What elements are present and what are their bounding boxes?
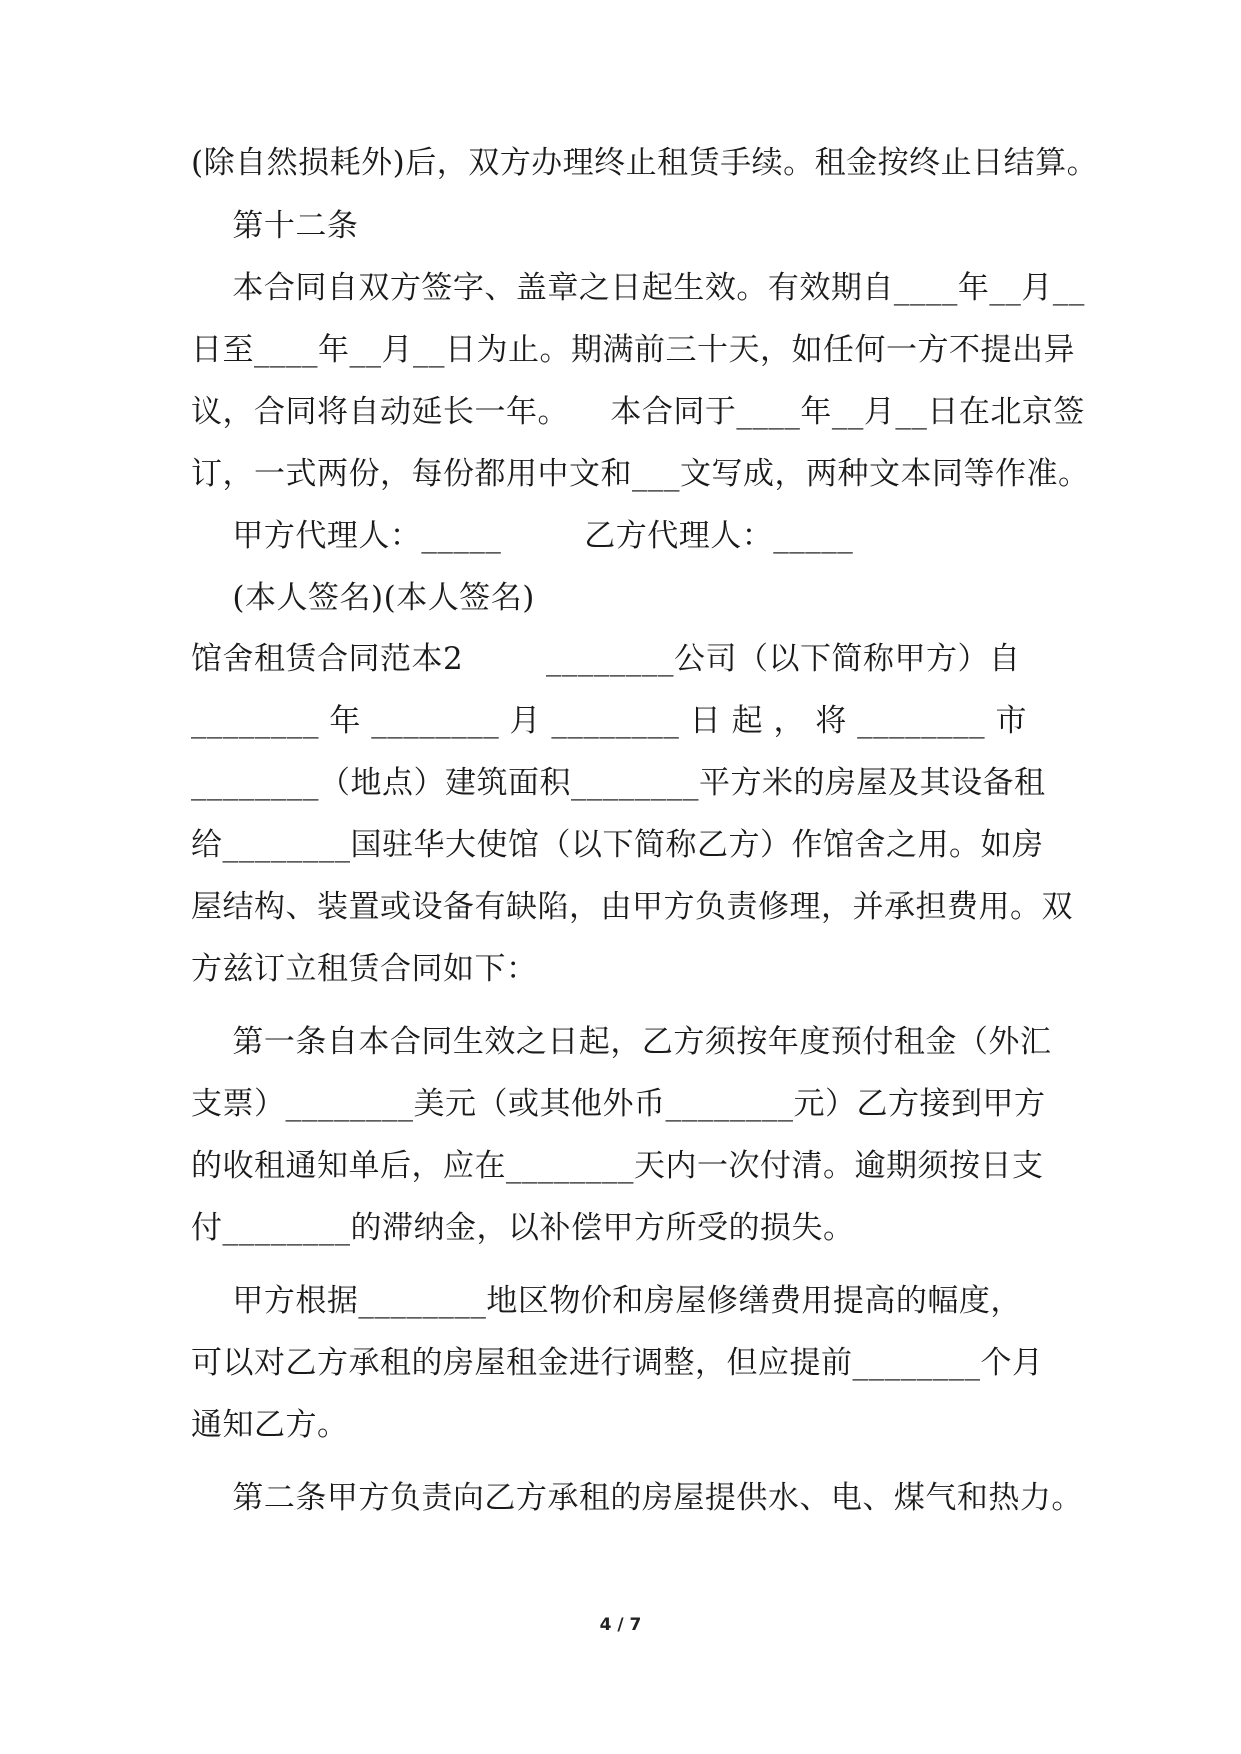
text-line: 日至____年__月__日为止。期满前三十天，如任何一方不提出异 bbox=[191, 332, 1075, 368]
text-line: 可以对乙方承租的房屋租金进行调整，但应提前________个月 bbox=[191, 1345, 1044, 1381]
text-line: 屋结构、装置或设备有缺陷，由甲方负责修理，并承担费用。双 bbox=[191, 889, 1073, 925]
text-line: 付________的滞纳金，以补偿甲方所受的损失。 bbox=[191, 1210, 855, 1246]
text-line: ________（地点）建筑面积________平方米的房屋及其设备租 bbox=[191, 765, 1046, 801]
text-line: 第二条甲方负责向乙方承租的房屋提供水、电、煤气和热力。 bbox=[191, 1480, 1083, 1516]
text-line: 甲方根据________地区物价和房屋修缮费用提高的幅度， bbox=[191, 1283, 1022, 1319]
text-line: 的收租通知单后，应在________天内一次付清。逾期须按日支 bbox=[191, 1148, 1044, 1184]
text-line: ________ 年 ________ 月 ________ 日 起 ， 将 ________ 市 bbox=[191, 703, 1028, 739]
text-line: 第十二条 bbox=[191, 208, 359, 244]
text-line: 给________国驻华大使馆（以下简称乙方）作馆舍之用。如房 bbox=[191, 827, 1044, 863]
text-line: 本合同自双方签字、盖章之日起生效。有效期自____年__月__ bbox=[191, 270, 1085, 306]
text-line: (除自然损耗外)后，双方办理终止租赁手续。租金按终止日结算。 bbox=[191, 145, 1099, 181]
text-line: 第一条自本合同生效之日起，乙方须按年度预付租金（外汇 bbox=[191, 1024, 1052, 1060]
text-line: 方兹订立租赁合同如下： bbox=[191, 951, 538, 987]
text-line: 通知乙方。 bbox=[191, 1407, 349, 1443]
text-line: 议，合同将自动延长一年。 本合同于____年__月__日在北京签 bbox=[191, 394, 1085, 430]
text-line: (本人签名)(本人签名) bbox=[191, 580, 535, 616]
text-line: 甲方代理人：_____ 乙方代理人：_____ bbox=[191, 518, 854, 554]
section-heading-line: 馆舍租赁合同范本2 ________公司（以下简称甲方）自 bbox=[191, 641, 1021, 677]
page-number: 4 / 7 bbox=[599, 1615, 642, 1635]
text-line: 支票）________美元（或其他外币________元）乙方接到甲方 bbox=[191, 1086, 1046, 1122]
text-line: 订，一式两份，每份都用中文和___文写成，两种文本同等作准。 bbox=[191, 456, 1090, 492]
